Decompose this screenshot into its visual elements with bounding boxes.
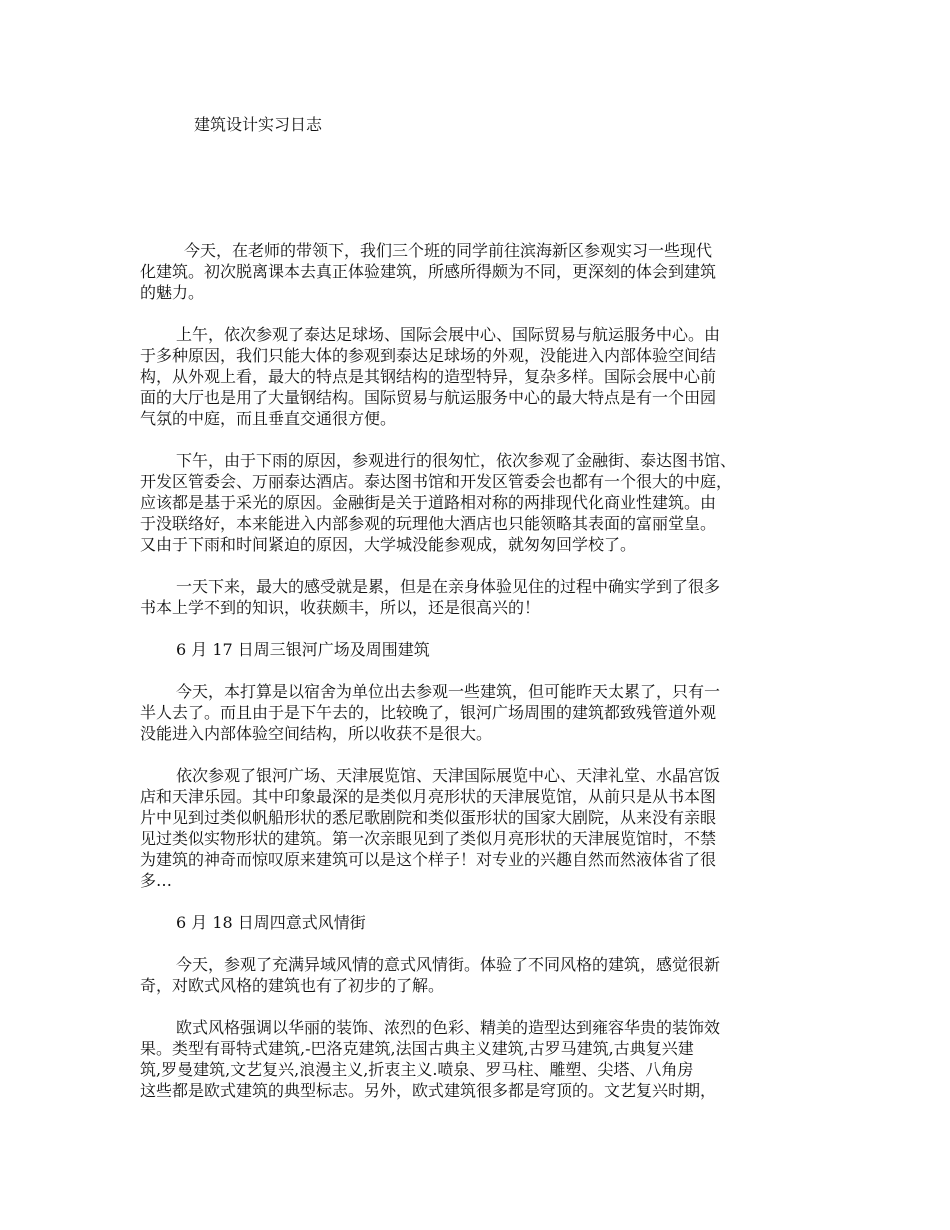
text-line: 今天，参观了充满异域风情的意式风情街。体验了不同风格的建筑，感觉很新 [176,955,721,974]
paragraph [140,954,830,996]
text-line: 半人去了。而且由于是下午去的，比较晚了，银河广场周围的建筑都致残管道外观 [140,703,717,722]
text-line: 依次参观了银河广场、天津展览馆、天津国际展览中心、天津礼堂、水晶宫饭 [176,766,721,785]
document-title: 建筑设计实习日志 [194,115,323,134]
paragraph [140,450,830,555]
text-line: 面的大厅也是用了大量钢结构。国际贸易与航运服务中心的最大特点是有一个田园 [140,388,717,407]
text-line: 没能进入内部体验空间结构，所以收获不是很大。 [140,724,493,743]
document-body [140,240,830,1122]
text-line: 开发区管委会、万丽泰达酒店。泰达图书馆和开发区管委会也都有一个很大的中庭， [140,472,733,491]
paragraph [140,240,830,303]
text-line: 这些都是欧式建筑的典型标志。另外，欧式建筑很多都是穹顶的。文艺复兴时期， [140,1081,717,1100]
section-heading [140,912,830,933]
paragraph [140,576,830,618]
text-line: 筑,罗曼建筑,文艺复兴,浪漫主义,折衷主义.喷泉、罗马柱、雕塑、尖塔、八角房 [140,1060,694,1079]
text-line: 下午，由于下雨的原因，参观进行的很匆忙，依次参观了金融街、泰达图书馆、 [176,451,737,470]
text-line: 为建筑的神奇而惊叹原来建筑可以是这个样子！对专业的兴趣自然而然液体省了很 [140,850,717,869]
text-line: 6 月 17 日周三银河广场及周围建筑 [176,640,430,659]
paragraph [140,324,830,429]
paragraph [140,681,830,744]
text-line: 于多种原因，我们只能大体的参观到泰达足球场的外观，没能进入内部体验空间结 [140,346,717,365]
text-line: 化建筑。初次脱离课本去真正体验建筑，所感所得颇为不同，更深刻的体会到建筑 [140,262,717,281]
text-line: 书本上学不到的知识，收获颇丰，所以，还是很高兴的！ [140,598,541,617]
text-line: 奇，对欧式风格的建筑也有了初步的了解。 [140,976,445,995]
text-line: 上午，依次参观了泰达足球场、国际会展中心、国际贸易与航运服务中心。由 [176,325,721,344]
text-line: 果。类型有哥特式建筑,-巴洛克建筑,法国古典主义建筑,古罗马建筑,古典复兴建 [140,1039,694,1058]
text-line: 欧式风格强调以华丽的装饰、浓烈的色彩、精美的造型达到雍容华贵的装饰效 [176,1018,721,1037]
text-line: 又由于下雨和时间紧迫的原因，大学城没能参观成，就匆匆回学校了。 [140,535,637,554]
text-line: 店和天津乐园。其中印象最深的是类似月亮形状的天津展览馆，从前只是从书本图 [140,787,717,806]
text-line: 一天下来，最大的感受就是累，但是在亲身体验见住的过程中确实学到了很多 [176,577,721,596]
text-line: 应该都是基于采光的原因。金融街是关于道路相对称的两排现代化商业性建筑。由 [140,493,717,512]
text-line: 的魅力。 [140,283,205,302]
text-line: 见过类似实物形状的建筑。第一次亲眼见到了类似月亮形状的天津展览馆时，不禁 [140,829,717,848]
section-heading [140,639,830,660]
text-line: 片中见到过类似帆船形状的悉尼歌剧院和类似蛋形状的国家大剧院，从来没有亲眼 [140,808,717,827]
text-line: 今天，本打算是以宿舍为单位出去参观一些建筑，但可能昨天太累了，只有一 [176,682,721,701]
text-line: 气氛的中庭，而且垂直交通很方便。 [140,409,397,428]
text-line: 构，从外观上看，最大的特点是其钢结构的造型特异，复杂多样。国际会展中心前 [140,367,717,386]
paragraph [140,1017,830,1101]
paragraph [140,765,830,891]
text-line: 多… [140,871,173,890]
text-line: 6 月 18 日周四意式风情街 [176,913,366,932]
text-line: 今天，在老师的带领下，我们三个班的同学前往滨海新区参观实习一些现代 [184,241,713,260]
text-line: 于没联络好，本来能进入内部参观的玩理他大酒店也只能领略其表面的富丽堂皇。 [140,514,717,533]
